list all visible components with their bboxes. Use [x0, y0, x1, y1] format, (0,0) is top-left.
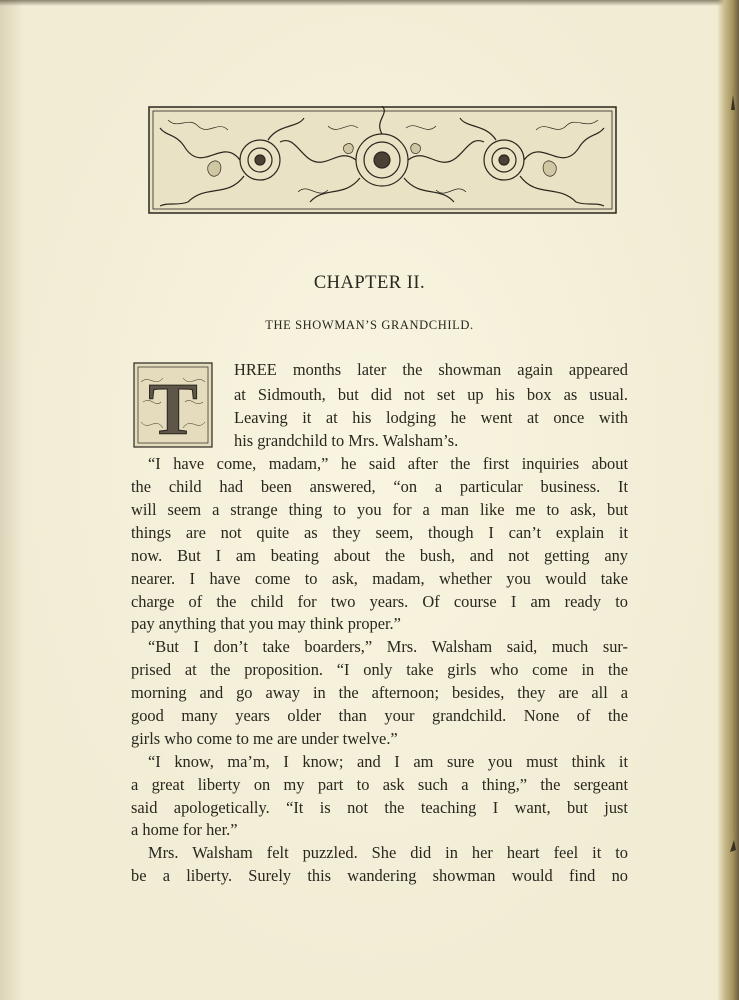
ornamental-headpiece	[148, 106, 617, 214]
text-line: nearer. I have come to ask, madam, whether you would take	[131, 569, 628, 588]
text-line: the child had been answered, “on a particular business. It	[131, 477, 628, 496]
text-line: now. But I am beating about the bush, and not getting any	[131, 546, 628, 565]
text-line: be a liberty. Surely this wandering showman would find no	[131, 866, 628, 885]
drop-cap-letter: T	[148, 369, 198, 448]
ornamental-drop-cap	[133, 362, 213, 448]
text-line: prised at the proposition. “I only take girls who come in the	[131, 660, 628, 679]
chapter-title: CHAPTER II.	[313, 273, 426, 293]
text-line: at Sidmouth, but did not set up his box as usual.	[234, 385, 628, 404]
text-line: a great liberty on my part to ask such a thing,” the sergeant	[131, 775, 628, 794]
chapter-subtitle: THE SHOWMAN’S GRANDCHILD.	[265, 318, 474, 332]
text-line: a home for her.”	[131, 820, 238, 839]
text-line: will seem a strange thing to you for a man like me to ask, but	[131, 500, 628, 519]
text-line: girls who come to me are under twelve.”	[131, 729, 398, 748]
text-line: pay anything that you may think proper.”	[131, 614, 401, 633]
text-line: Mrs. Walsham felt puzzled. She did in her heart feel it to	[148, 843, 628, 862]
text-line: his grandchild to Mrs. Walsham’s.	[234, 431, 459, 450]
text-line: “I have come, madam,” he said after the first inquiries about	[148, 454, 628, 473]
text-line: “But I don’t take boarders,” Mrs. Walsham said, much sur-	[148, 637, 628, 656]
text-line: HREE months later the showman again appeared	[234, 360, 628, 379]
text-line: “I know, ma’m, I know; and I am sure you must think it	[148, 752, 628, 771]
text-line: charge of the child for two years. Of course I am ready to	[131, 592, 628, 611]
text-line: things are not quite as they seem, though I can’t explain it	[131, 523, 628, 542]
text-line: Leaving it at his lodging he went at once with	[234, 408, 628, 427]
text-line: said apologetically. “It is not the teaching I want, but just	[131, 798, 628, 817]
text-line: good many years older than your grandchild. None of the	[131, 706, 628, 725]
text-line: morning and go away in the afternoon; besides, they are all a	[131, 683, 628, 702]
page-edge-marks	[729, 0, 737, 1000]
page-top-shadow	[0, 0, 739, 6]
